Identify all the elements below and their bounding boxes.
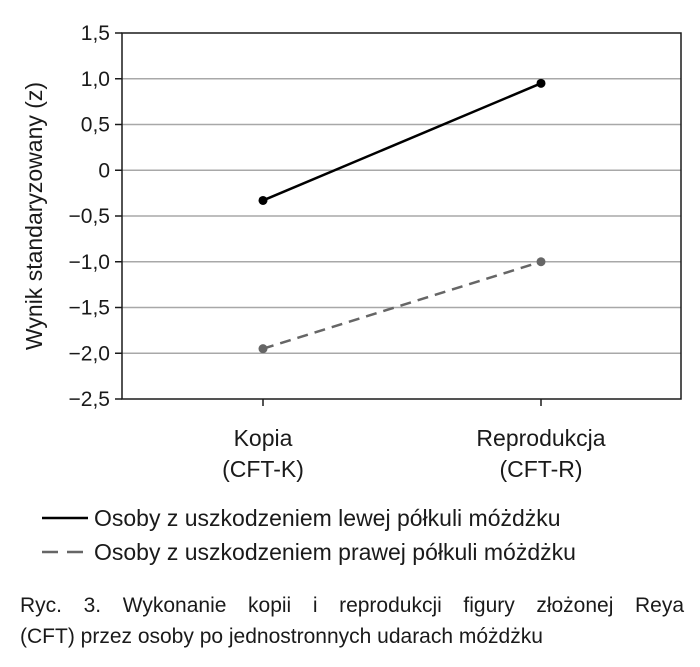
y-tick-label: 0 [98,159,110,183]
data-point [537,257,546,266]
data-point [537,79,546,88]
series-line-2 [263,262,541,349]
caption-line-1 [20,590,684,621]
y-axis [69,22,122,411]
data-point [259,344,268,353]
y-tick-label: −2,0 [68,342,110,366]
x-category-label: (CFT-R) [499,456,583,482]
legend-label: Osoby z uszkodzeniem prawej półkuli móżdżku [94,539,576,565]
y-axis-title: Wynik standaryzowany (z) [21,81,47,351]
data-point [259,196,268,205]
caption-text-1: Wykonanie kopii i reprodukcji figury złożonej Reya [122,594,685,617]
series-line-1 [263,83,541,200]
caption-line-2: (CFT) przez osoby po jednostronnych udarach móżdżku [20,625,543,648]
x-axis [222,399,606,482]
grid-lines [122,79,681,354]
y-tick-label: 1,5 [80,22,110,45]
figure-caption [20,590,684,652]
y-tick-label: −2,5 [68,388,110,411]
x-category-label: Reprodukcja [476,425,606,451]
x-category-label: Kopia [233,425,293,451]
y-tick-label: −1,5 [68,296,110,320]
x-category-label: (CFT-K) [222,456,304,482]
y-tick-label: −0,5 [68,205,110,228]
caption-label: Ryc. 3. [20,594,102,617]
legend [42,505,576,565]
y-tick-label: −1,0 [68,250,110,274]
y-tick-label: 1,0 [80,67,110,91]
legend-label: Osoby z uszkodzeniem lewej półkuli móżdżku [94,505,561,531]
y-tick-label: 0,5 [80,113,110,137]
